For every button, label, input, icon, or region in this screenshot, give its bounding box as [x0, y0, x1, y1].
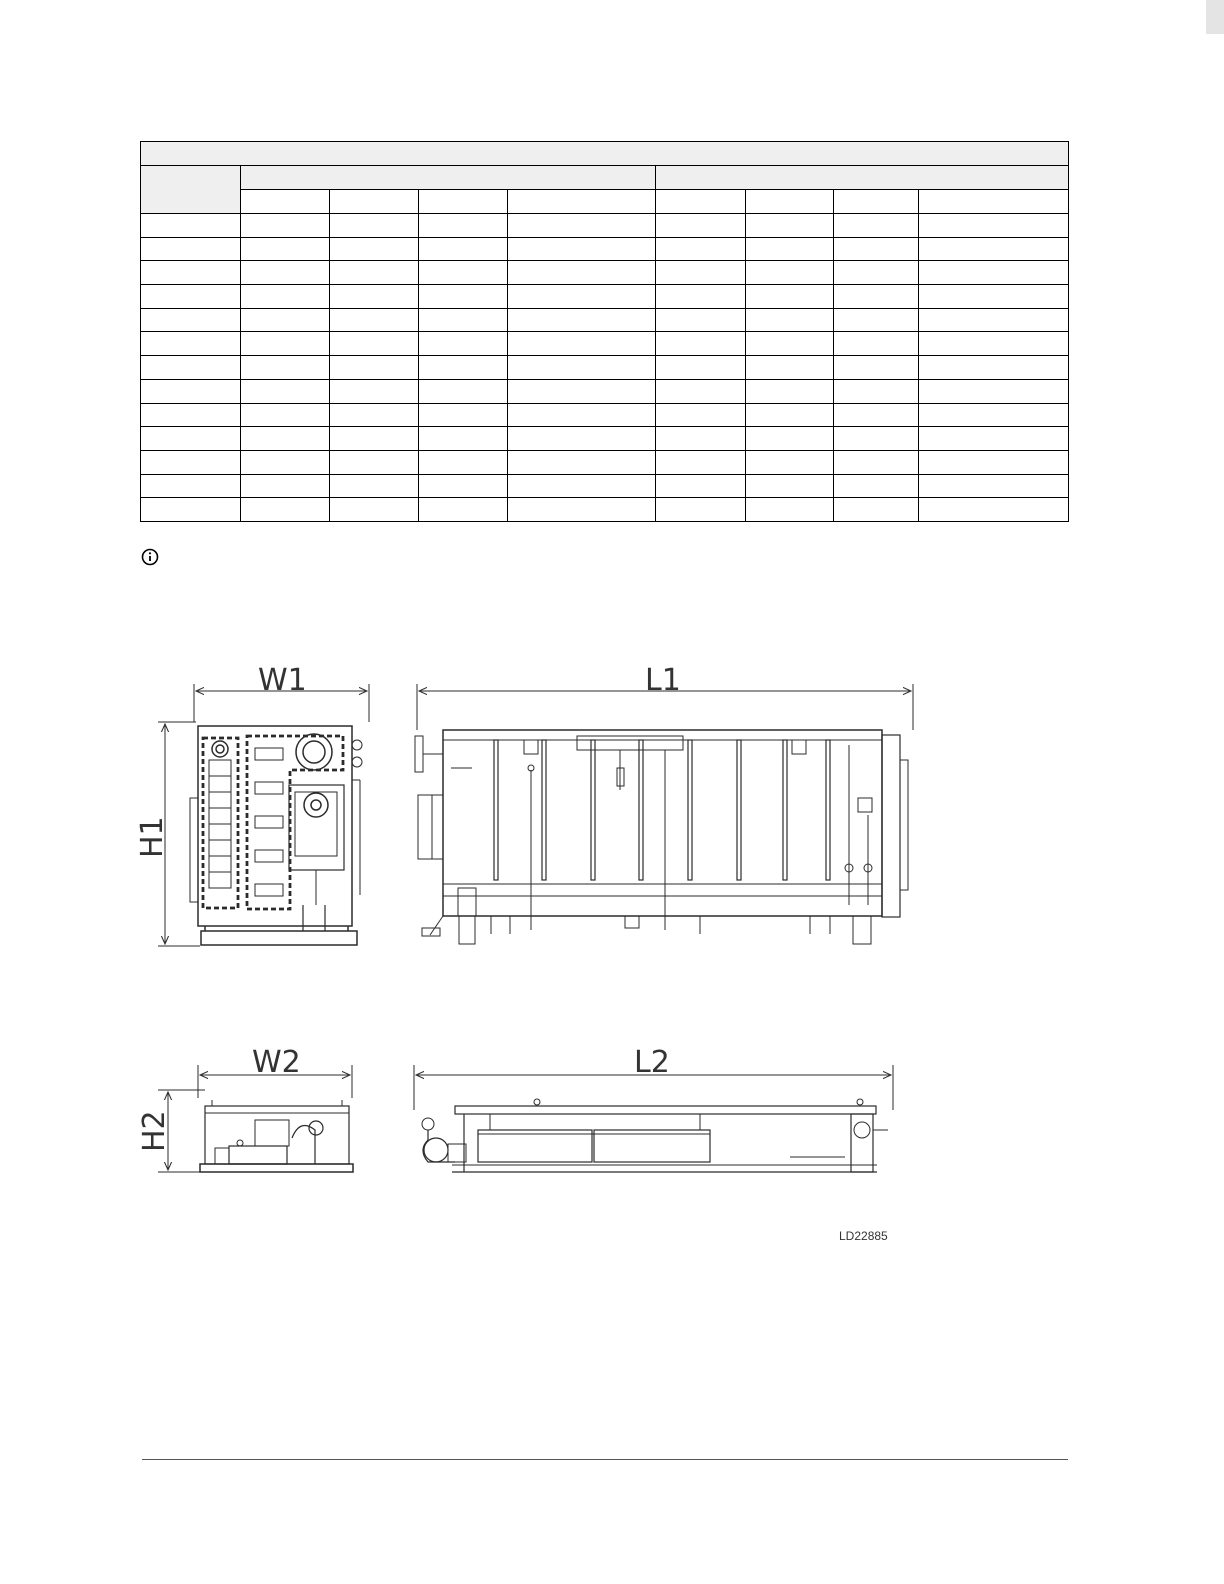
l1-label: L1: [645, 663, 681, 698]
table-cell: [241, 332, 330, 356]
table-cell: [241, 498, 330, 522]
table-cell: [834, 214, 919, 238]
page-edge-tab: [1206, 0, 1224, 34]
table-cell: [419, 356, 508, 380]
table-row: [141, 214, 1069, 238]
table-cell: [656, 403, 746, 427]
table-cell: [746, 498, 834, 522]
table-cell: [241, 450, 330, 474]
table-cell: [419, 214, 508, 238]
table-cell: [919, 450, 1069, 474]
table-cell: [419, 261, 508, 285]
table-cell: [330, 379, 419, 403]
table-cell: [834, 308, 919, 332]
table-cell: [746, 308, 834, 332]
table-cell: [656, 237, 746, 261]
table-cell: [656, 427, 746, 451]
table-row: [141, 379, 1069, 403]
model-cell: [141, 261, 241, 285]
table-row: [141, 498, 1069, 522]
table-cell: [241, 379, 330, 403]
table-cell: [656, 308, 746, 332]
table-cell: [419, 285, 508, 309]
table-cell: [834, 237, 919, 261]
column-header: [419, 190, 508, 214]
drawing-reference: LD22885: [839, 1229, 888, 1243]
table-cell: [241, 214, 330, 238]
table-cell: [834, 379, 919, 403]
side-view-upper: [415, 684, 913, 944]
table-row: [141, 237, 1069, 261]
table-cell: [508, 214, 656, 238]
table-cell: [330, 308, 419, 332]
table-cell: [919, 498, 1069, 522]
table-cell: [330, 285, 419, 309]
table-cell: [508, 474, 656, 498]
table-cell: [919, 237, 1069, 261]
table-cell: [919, 356, 1069, 380]
model-cell: [141, 474, 241, 498]
table-row: [141, 356, 1069, 380]
table-cell: [419, 379, 508, 403]
table-cell: [746, 403, 834, 427]
group-header-1: [241, 166, 656, 190]
table-cell: [919, 261, 1069, 285]
table-cell: [508, 285, 656, 309]
table-cell: [834, 450, 919, 474]
table-cell: [746, 214, 834, 238]
table-cell: [419, 427, 508, 451]
table-cell: [419, 308, 508, 332]
table-cell: [330, 403, 419, 427]
table-cell: [919, 308, 1069, 332]
h2-label: H2: [137, 1110, 172, 1152]
table-cell: [508, 450, 656, 474]
column-header: [656, 190, 746, 214]
l2-label: L2: [634, 1045, 670, 1080]
column-header: [241, 190, 330, 214]
table-cell: [241, 356, 330, 380]
model-cell: [141, 403, 241, 427]
table-cell: [746, 237, 834, 261]
table-cell: [330, 214, 419, 238]
table-cell: [330, 498, 419, 522]
table-cell: [834, 427, 919, 451]
table-cell: [746, 332, 834, 356]
table-cell: [508, 261, 656, 285]
table-row: [141, 285, 1069, 309]
table-cell: [919, 332, 1069, 356]
table-cell: [919, 379, 1069, 403]
table-cell: [656, 379, 746, 403]
table-cell: [834, 474, 919, 498]
side-view-lower: [414, 1065, 893, 1172]
table-cell: [919, 403, 1069, 427]
table-cell: [419, 332, 508, 356]
table-cell: [419, 237, 508, 261]
table-cell: [508, 498, 656, 522]
model-header: [141, 166, 241, 214]
model-cell: [141, 356, 241, 380]
column-header: [330, 190, 419, 214]
table-cell: [508, 237, 656, 261]
end-view-lower: [158, 1065, 353, 1172]
table-cell: [834, 403, 919, 427]
table-cell: [919, 214, 1069, 238]
table-cell: [656, 261, 746, 285]
dimension-drawing: [130, 650, 930, 1260]
table-cell: [746, 474, 834, 498]
table-cell: [656, 474, 746, 498]
table-cell: [241, 474, 330, 498]
table-cell: [834, 332, 919, 356]
table-cell: [330, 427, 419, 451]
table-cell: [330, 474, 419, 498]
info-icon: [141, 548, 159, 566]
column-header: [834, 190, 919, 214]
model-cell: [141, 450, 241, 474]
column-header: [508, 190, 656, 214]
w1-label: W1: [258, 663, 307, 698]
table-row: [141, 403, 1069, 427]
table-cell: [241, 427, 330, 451]
table-cell: [834, 356, 919, 380]
table-cell: [508, 403, 656, 427]
table-cell: [656, 285, 746, 309]
table-cell: [330, 261, 419, 285]
model-cell: [141, 237, 241, 261]
table-cell: [508, 427, 656, 451]
column-header: [746, 190, 834, 214]
table-cell: [419, 474, 508, 498]
table-cell: [656, 332, 746, 356]
table-cell: [330, 450, 419, 474]
table-cell: [919, 285, 1069, 309]
table-cell: [656, 356, 746, 380]
table-cell: [330, 356, 419, 380]
table-cell: [746, 450, 834, 474]
table-row: [141, 427, 1069, 451]
table-cell: [746, 356, 834, 380]
table-body: [141, 214, 1069, 522]
table-cell: [419, 403, 508, 427]
table-cell: [919, 427, 1069, 451]
table-cell: [656, 450, 746, 474]
model-cell: [141, 214, 241, 238]
note: [141, 546, 167, 568]
table-cell: [746, 285, 834, 309]
model-cell: [141, 379, 241, 403]
table-cell: [419, 450, 508, 474]
table-cell: [746, 261, 834, 285]
table-cell: [746, 379, 834, 403]
table-cell: [656, 498, 746, 522]
table-row: [141, 450, 1069, 474]
table-row: [141, 308, 1069, 332]
end-view-upper: [158, 684, 369, 946]
table-cell: [746, 427, 834, 451]
model-cell: [141, 332, 241, 356]
table-cell: [919, 474, 1069, 498]
table-cell: [508, 308, 656, 332]
model-cell: [141, 427, 241, 451]
table-title: [141, 142, 1069, 166]
column-header: [919, 190, 1069, 214]
table-cell: [508, 332, 656, 356]
model-cell: [141, 308, 241, 332]
table-row: [141, 261, 1069, 285]
table-cell: [834, 498, 919, 522]
table-cell: [241, 403, 330, 427]
table-cell: [834, 261, 919, 285]
table-cell: [508, 356, 656, 380]
table-cell: [330, 332, 419, 356]
footer-rule: [142, 1459, 1068, 1460]
table-cell: [508, 379, 656, 403]
table-cell: [419, 498, 508, 522]
group-header-2: [656, 166, 1069, 190]
table-row: [141, 332, 1069, 356]
dimensions-table: [140, 141, 1069, 522]
w2-label: W2: [252, 1045, 301, 1080]
h1-label: H1: [135, 816, 170, 858]
table-cell: [834, 285, 919, 309]
table-cell: [241, 237, 330, 261]
model-cell: [141, 498, 241, 522]
table-row: [141, 474, 1069, 498]
table-cell: [241, 261, 330, 285]
table-cell: [241, 308, 330, 332]
model-cell: [141, 285, 241, 309]
table-cell: [241, 285, 330, 309]
table-cell: [330, 237, 419, 261]
table-cell: [656, 214, 746, 238]
